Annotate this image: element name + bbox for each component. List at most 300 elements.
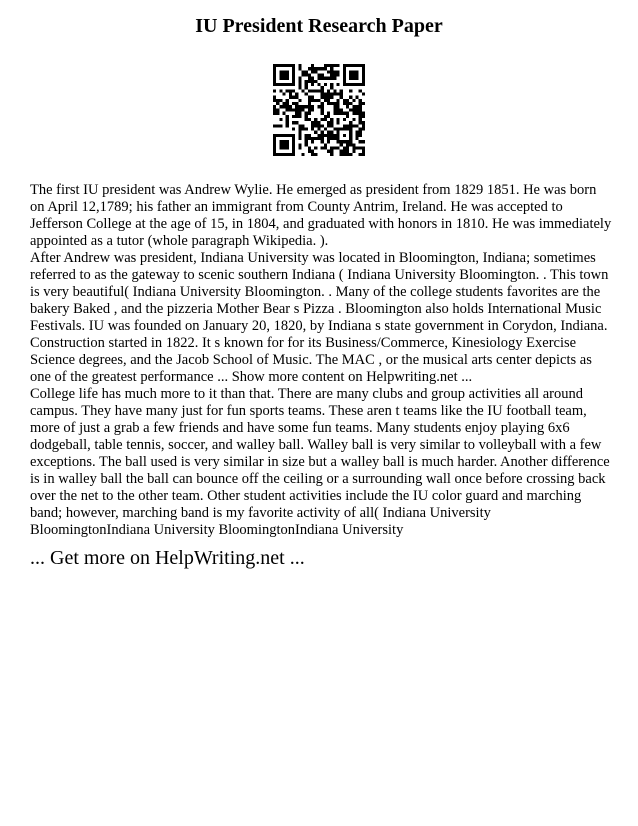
qr-module xyxy=(333,89,336,92)
qr-module xyxy=(362,77,365,80)
qr-module xyxy=(295,93,298,96)
qr-module xyxy=(352,83,355,86)
qr-module xyxy=(336,146,339,149)
qr-module xyxy=(273,112,276,115)
qr-module xyxy=(336,127,339,130)
qr-module xyxy=(362,115,365,118)
qr-module xyxy=(352,64,355,67)
qr-module xyxy=(276,112,279,115)
qr-module xyxy=(305,112,308,115)
qr-module xyxy=(273,137,276,140)
qr-module xyxy=(343,74,346,77)
qr-module xyxy=(330,153,333,156)
qr-module xyxy=(311,67,314,70)
qr-module xyxy=(343,150,346,153)
qr-module xyxy=(302,153,305,156)
qr-module xyxy=(317,124,320,127)
qr-module xyxy=(286,124,289,127)
qr-module xyxy=(283,64,286,67)
qr-module xyxy=(359,89,362,92)
qr-module xyxy=(286,77,289,80)
qr-module xyxy=(308,99,311,102)
qr-module xyxy=(311,150,314,153)
qr-module xyxy=(298,105,301,108)
qr-module xyxy=(346,146,349,149)
qr-module xyxy=(346,153,349,156)
qr-module xyxy=(362,140,365,143)
qr-module xyxy=(355,83,358,86)
qr-module xyxy=(311,137,314,140)
qr-module xyxy=(273,99,276,102)
qr-module xyxy=(279,143,282,146)
qr-module xyxy=(349,124,352,127)
qr-module xyxy=(343,102,346,105)
qr-module xyxy=(330,150,333,153)
qr-module xyxy=(314,70,317,73)
qr-module xyxy=(333,77,336,80)
qr-module xyxy=(362,70,365,73)
qr-module xyxy=(305,83,308,86)
qr-module xyxy=(289,96,292,99)
qr-module xyxy=(273,153,276,156)
qr-module xyxy=(352,74,355,77)
qr-module xyxy=(273,146,276,149)
qr-module xyxy=(330,121,333,124)
qr-module xyxy=(349,70,352,73)
qr-module xyxy=(286,121,289,124)
qr-module xyxy=(327,93,330,96)
qr-module xyxy=(292,77,295,80)
qr-module xyxy=(324,134,327,137)
qr-module xyxy=(346,140,349,143)
qr-module xyxy=(292,140,295,143)
qr-module xyxy=(333,64,336,67)
qr-module xyxy=(298,112,301,115)
qr-module xyxy=(349,153,352,156)
qr-module xyxy=(352,77,355,80)
qr-module xyxy=(352,124,355,127)
qr-module xyxy=(292,127,295,130)
qr-module xyxy=(292,121,295,124)
qr-module xyxy=(333,102,336,105)
qr-module xyxy=(327,89,330,92)
qr-module xyxy=(314,121,317,124)
qr-module xyxy=(317,121,320,124)
qr-module xyxy=(340,112,343,115)
qr-module xyxy=(355,70,358,73)
qr-module xyxy=(298,99,301,102)
qr-module xyxy=(305,86,308,89)
qr-module xyxy=(359,146,362,149)
qr-module xyxy=(317,67,320,70)
qr-module xyxy=(292,74,295,77)
qr-module xyxy=(333,134,336,137)
qr-module xyxy=(346,112,349,115)
qr-module xyxy=(359,140,362,143)
qr-module xyxy=(330,102,333,105)
qr-module xyxy=(314,99,317,102)
qr-module xyxy=(305,143,308,146)
qr-module xyxy=(340,143,343,146)
qr-module xyxy=(362,127,365,130)
qr-module xyxy=(283,112,286,115)
qr-module xyxy=(327,96,330,99)
qr-module xyxy=(327,150,330,153)
qr-module xyxy=(336,140,339,143)
qr-module xyxy=(314,124,317,127)
qr-module xyxy=(327,102,330,105)
qr-module xyxy=(292,83,295,86)
qr-module xyxy=(279,118,282,121)
qr-module xyxy=(292,134,295,137)
qr-module xyxy=(279,124,282,127)
qr-module xyxy=(349,89,352,92)
qr-module xyxy=(298,77,301,80)
qr-module xyxy=(343,67,346,70)
qr-module xyxy=(352,99,355,102)
qr-module xyxy=(279,140,282,143)
qr-module xyxy=(340,108,343,111)
qr-module xyxy=(330,124,333,127)
qr-module xyxy=(327,77,330,80)
qr-module xyxy=(302,108,305,111)
qr-module xyxy=(352,108,355,111)
qr-module xyxy=(283,83,286,86)
qr-module xyxy=(336,99,339,102)
qr-module xyxy=(283,70,286,73)
qr-module xyxy=(362,93,365,96)
qr-module xyxy=(327,124,330,127)
qr-module xyxy=(295,115,298,118)
qr-module xyxy=(336,121,339,124)
qr-module xyxy=(343,118,346,121)
qr-module xyxy=(330,146,333,149)
qr-module xyxy=(317,77,320,80)
qr-module xyxy=(336,134,339,137)
qr-module xyxy=(286,102,289,105)
qr-module xyxy=(362,80,365,83)
qr-module xyxy=(311,153,314,156)
qr-module xyxy=(305,140,308,143)
qr-module xyxy=(362,64,365,67)
qr-module xyxy=(273,124,276,127)
qr-module xyxy=(283,74,286,77)
qr-module xyxy=(321,96,324,99)
qr-module xyxy=(336,102,339,105)
qr-module xyxy=(343,70,346,73)
qr-module xyxy=(311,89,314,92)
qr-module xyxy=(355,96,358,99)
qr-module xyxy=(355,112,358,115)
qr-module xyxy=(311,96,314,99)
qr-module xyxy=(317,74,320,77)
qr-module xyxy=(359,108,362,111)
qr-module xyxy=(286,89,289,92)
qr-module xyxy=(336,70,339,73)
qr-module xyxy=(359,115,362,118)
qr-module xyxy=(362,74,365,77)
qr-module xyxy=(321,77,324,80)
qr-module xyxy=(283,140,286,143)
qr-module xyxy=(349,134,352,137)
qr-module xyxy=(298,64,301,67)
qr-module xyxy=(359,121,362,124)
qr-module xyxy=(359,99,362,102)
qr-module xyxy=(298,134,301,137)
qr-module xyxy=(302,105,305,108)
qr-module xyxy=(292,89,295,92)
qr-module xyxy=(362,121,365,124)
qr-module xyxy=(308,150,311,153)
qr-module xyxy=(321,105,324,108)
qr-module xyxy=(317,137,320,140)
qr-module xyxy=(292,143,295,146)
qr-module xyxy=(276,99,279,102)
qr-module xyxy=(314,118,317,121)
qr-module xyxy=(333,74,336,77)
qr-module xyxy=(333,137,336,140)
qr-module xyxy=(273,67,276,70)
qr-module xyxy=(273,89,276,92)
qr-module xyxy=(305,74,308,77)
qr-module xyxy=(286,99,289,102)
qr-module xyxy=(336,83,339,86)
qr-module xyxy=(305,127,308,130)
qr-module xyxy=(355,108,358,111)
qr-module xyxy=(355,64,358,67)
qr-module xyxy=(292,67,295,70)
qr-module xyxy=(311,64,314,67)
qr-module xyxy=(336,74,339,77)
qr-module xyxy=(279,105,282,108)
qr-module xyxy=(321,124,324,127)
qr-module xyxy=(308,108,311,111)
qr-module xyxy=(340,140,343,143)
qr-module xyxy=(286,146,289,149)
qr-module xyxy=(336,112,339,115)
qr-module xyxy=(343,153,346,156)
qr-module xyxy=(317,83,320,86)
qr-module xyxy=(314,80,317,83)
qr-module xyxy=(311,99,314,102)
qr-module xyxy=(349,131,352,134)
qr-module xyxy=(273,108,276,111)
qr-module xyxy=(289,153,292,156)
qr-module xyxy=(362,112,365,115)
qr-module xyxy=(349,83,352,86)
qr-module xyxy=(276,153,279,156)
qr-module xyxy=(314,153,317,156)
qr-module xyxy=(289,105,292,108)
qr-module xyxy=(330,74,333,77)
qr-module xyxy=(292,115,295,118)
qr-module xyxy=(321,67,324,70)
qr-module xyxy=(349,127,352,130)
qr-module xyxy=(283,102,286,105)
qr-module xyxy=(352,118,355,121)
get-more-link[interactable]: ... Get more on HelpWriting.net ... xyxy=(30,547,305,569)
qr-module xyxy=(289,83,292,86)
qr-module xyxy=(330,131,333,134)
qr-module xyxy=(302,124,305,127)
qr-module xyxy=(359,118,362,121)
qr-module xyxy=(346,64,349,67)
qr-module xyxy=(343,124,346,127)
qr-module xyxy=(349,77,352,80)
qr-module xyxy=(283,93,286,96)
qr-module xyxy=(330,96,333,99)
qr-module xyxy=(292,64,295,67)
qr-module xyxy=(330,83,333,86)
qr-module xyxy=(286,70,289,73)
qr-module xyxy=(273,77,276,80)
qr-module xyxy=(276,64,279,67)
qr-module xyxy=(308,105,311,108)
qr-module xyxy=(292,137,295,140)
qr-module xyxy=(311,127,314,130)
qr-module xyxy=(362,150,365,153)
qr-module xyxy=(286,118,289,121)
qr-module xyxy=(308,118,311,121)
qr-module xyxy=(279,89,282,92)
qr-module xyxy=(292,70,295,73)
qr-module xyxy=(276,102,279,105)
qr-module xyxy=(292,153,295,156)
qr-module xyxy=(327,99,330,102)
qr-module xyxy=(346,143,349,146)
qr-module xyxy=(317,105,320,108)
qr-module xyxy=(346,102,349,105)
qr-module xyxy=(352,143,355,146)
qr-module xyxy=(289,108,292,111)
qr-module xyxy=(279,134,282,137)
qr-module xyxy=(321,89,324,92)
qr-module xyxy=(330,77,333,80)
qr-module xyxy=(286,74,289,77)
qr-module xyxy=(346,150,349,153)
qr-module xyxy=(273,134,276,137)
qr-module xyxy=(311,70,314,73)
qr-module xyxy=(279,153,282,156)
qr-module xyxy=(314,131,317,134)
qr-module xyxy=(311,83,314,86)
qr-module xyxy=(359,64,362,67)
qr-module xyxy=(352,146,355,149)
qr-module xyxy=(327,137,330,140)
qr-module xyxy=(289,93,292,96)
qr-module xyxy=(276,124,279,127)
qr-module xyxy=(321,108,324,111)
qr-module xyxy=(330,118,333,121)
qr-module xyxy=(276,134,279,137)
qr-module xyxy=(327,112,330,115)
qr-module xyxy=(359,153,362,156)
qr-module xyxy=(333,70,336,73)
qr-module xyxy=(273,83,276,86)
qr-module xyxy=(273,80,276,83)
qr-module xyxy=(346,115,349,118)
qr-module xyxy=(298,124,301,127)
qr-module xyxy=(346,83,349,86)
qr-module xyxy=(362,124,365,127)
qr-module xyxy=(298,131,301,134)
qr-module xyxy=(308,137,311,140)
qr-module xyxy=(273,105,276,108)
qr-module xyxy=(295,112,298,115)
qr-module xyxy=(343,134,346,137)
qr-module xyxy=(355,146,358,149)
qr-module xyxy=(352,150,355,153)
qr-module xyxy=(343,146,346,149)
qr-module xyxy=(330,86,333,89)
qr-module xyxy=(286,108,289,111)
qr-module xyxy=(343,83,346,86)
qr-module xyxy=(346,99,349,102)
qr-module xyxy=(273,96,276,99)
qr-module xyxy=(295,108,298,111)
qr-module xyxy=(336,105,339,108)
qr-module xyxy=(321,146,324,149)
qr-module xyxy=(349,140,352,143)
qr-module xyxy=(343,64,346,67)
qr-module xyxy=(336,93,339,96)
qr-module xyxy=(305,80,308,83)
qr-module xyxy=(286,143,289,146)
qr-module xyxy=(302,127,305,130)
qr-module xyxy=(308,80,311,83)
qr-module xyxy=(343,80,346,83)
qr-module xyxy=(311,140,314,143)
qr-code-icon xyxy=(273,64,365,156)
qr-module xyxy=(292,108,295,111)
qr-module xyxy=(327,134,330,137)
article-body xyxy=(30,182,612,539)
qr-module xyxy=(321,74,324,77)
qr-module xyxy=(279,146,282,149)
qr-module xyxy=(298,83,301,86)
qr-module xyxy=(327,140,330,143)
qr-module xyxy=(349,96,352,99)
qr-module xyxy=(340,89,343,92)
qr-module xyxy=(324,93,327,96)
qr-module xyxy=(359,105,362,108)
qr-module xyxy=(349,143,352,146)
qr-module xyxy=(336,108,339,111)
qr-module xyxy=(283,143,286,146)
qr-module xyxy=(305,70,308,73)
qr-module xyxy=(359,131,362,134)
qr-module xyxy=(308,77,311,80)
qr-module xyxy=(273,74,276,77)
qr-module xyxy=(298,137,301,140)
qr-module xyxy=(324,83,327,86)
qr-module xyxy=(317,99,320,102)
qr-module xyxy=(355,137,358,140)
qr-module xyxy=(286,134,289,137)
qr-module xyxy=(314,137,317,140)
qr-module xyxy=(324,127,327,130)
qr-module xyxy=(286,153,289,156)
qr-module xyxy=(286,115,289,118)
qr-module xyxy=(349,137,352,140)
qr-module xyxy=(324,64,327,67)
qr-module xyxy=(362,146,365,149)
qr-module xyxy=(305,134,308,137)
qr-module xyxy=(330,70,333,73)
qr-module xyxy=(311,77,314,80)
qr-module xyxy=(279,77,282,80)
qr-module xyxy=(324,67,327,70)
